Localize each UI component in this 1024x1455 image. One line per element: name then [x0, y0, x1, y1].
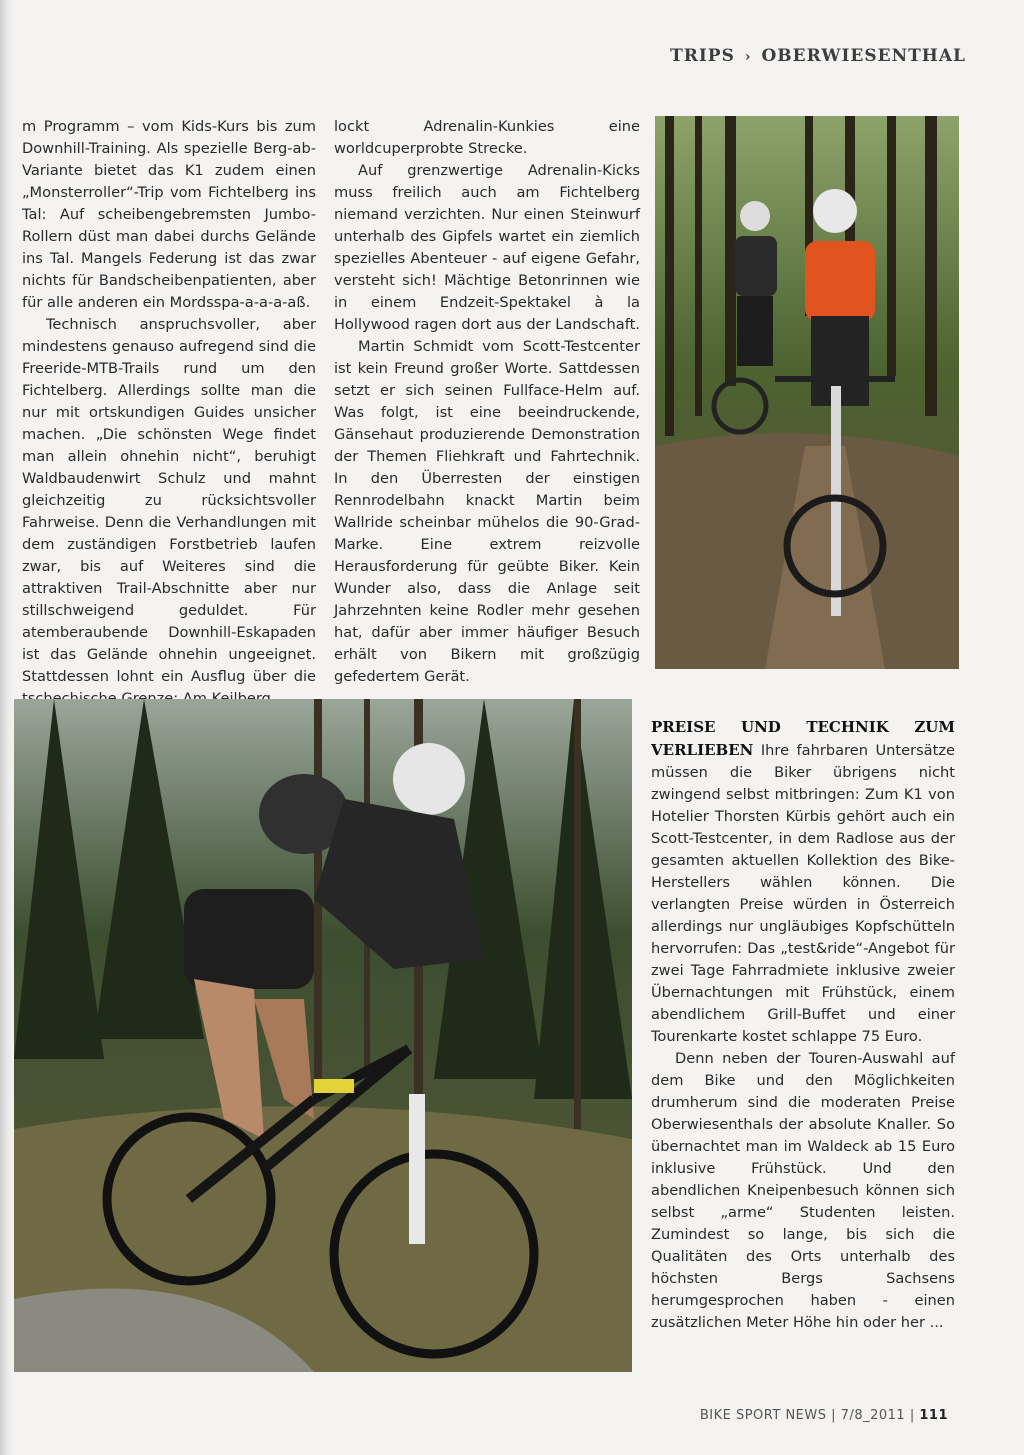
paragraph: lockt Adrenalin-Kunkies eine worldcuperprobte Strecke.: [334, 118, 640, 157]
issue-number: 7/8_2011: [840, 1408, 906, 1423]
article-column-3: [651, 716, 955, 1334]
section-kicker: PREISE UND TECHNIK ZUM VERLIEBEN: [651, 718, 955, 759]
lead-text: Ihre fahrbaren Untersätze müssen die Biker übrigens nicht zwingend selbst mitbringen: Zum K1 von Hotelier Thorsten Kürbis gehört auch ein Scott-Testcenter, in dem Radlose aus der gesamten aktuellen Kollektion des Bike-Herstellers wählen können. Die verlangten Preise würden in Österreich allerdings nur ungläubiges Kopfschütteln hervorrufen: Das „test&ride“-Angebot für zwei Tage Fahrradmiete inklusive zweier Übernachtungen mit Frühstück, einem abendlichem Grill-Buffet und einer Tourenkarte kostet schlappe 75 Euro.: [651, 742, 955, 1045]
magazine-name: BIKE SPORT NEWS: [699, 1408, 827, 1423]
paragraph: Denn neben der Touren-Auswahl auf dem Bike und den Möglichkeiten drumherum sind die moderaten Preise Oberwiesenthals der absolute Knaller. So übernachtet man im Waldeck ab 15 Euro inklusive Frühstück. Und den abendlichen Kneipenbesuch können sich selbst „arme“ Studenten leisten. Zumindest so lange, bis sich die Qualitäten des Orts unterhalb des höchsten Bergs Sachsens herumgesprochen haben - einen zusätzlichen Meter Höhe hin oder her ...: [651, 1050, 955, 1331]
article-column-2: [334, 116, 640, 688]
chevron-right-icon: ›: [744, 49, 752, 65]
footer-divider: |: [909, 1408, 915, 1423]
photo-biker-descending: [14, 699, 632, 1372]
paragraph: Martin Schmidt vom Scott-Testcenter ist kein Freund großer Worte. Sattdessen setzt er sich seinen Fullface-Helm auf. Was folgt, ist eine beeindruckende, Gänsehaut produzierende Demonstration der Themen Fliehkraft und Fahrtechnik. In den Überresten der einstigen Rennrodelbahn knackt Martin beim Wallride scheinbar mühelos die 90-Grad-Marke. Eine extrem reizvolle Herausforderung für geübte Biker. Kein Wunder also, dass die Anlage seit Jahrzehnten keine Rodler mehr gesehen hat, dafür aber immer häufiger Besuch erhält von Bikern mit großzügig gefedertem Gerät.: [334, 338, 640, 685]
photo-two-bikers-forest-trail: [655, 116, 959, 669]
paragraph: Technisch anspruchsvoller, aber mindestens genauso aufregend sind die Freeride-MTB-Trails rund um den Fichtelberg. Allerdings sollte man die nur mit ortskundigen Guides unsicher machen. „Die schönsten Wege findet man allein ohnehin nicht“, beruhigt Waldbaudenwirt Schulz und mahnt gleichzeitig zu rücksichtsvoller Fahrweise. Denn die Verhandlungen mit dem zuständigen Forstbetrieb laufen zwar, bis auf Weiteres sind die attraktiven Trail-Abschnitte aber nur stillschweigend geduldet. Für atemberaubende Downhill-Eskapaden ist das Gelände ohnehin ungeeignet. Stattdessen lohnt ein Ausflug über die: [22, 316, 316, 685]
page-footer: [700, 1408, 948, 1423]
page-number: 111: [919, 1408, 948, 1423]
section-label: TRIPS: [670, 46, 735, 66]
paragraph: [651, 716, 955, 1048]
section-header: [670, 46, 966, 66]
article-column-1: [22, 116, 316, 710]
page-spine-shadow: [0, 0, 14, 1455]
location-label: OBERWIESENTHAL: [761, 46, 966, 66]
footer-divider: |: [831, 1408, 837, 1423]
paragraph: m Programm – vom Kids-Kurs bis zum Downhill-Training. Als spezielle Berg-ab-Variante bietet das K1 zudem einen „Monsterroller“-Trip vom Fichtelberg ins Tal: Auf scheibengebremsten Jumbo-Rollern düst man dabei durchs Gelände ins Tal. Mangels Federung ist das zwar nichts für Bandscheibenpatienten, aber für alle anderen ein Mordsspa-a-a-a-aß.: [22, 118, 316, 311]
paragraph: Auf grenzwertige Adrenalin-Kicks muss freilich auch am Fichtelberg niemand verzichten. Nur einen Steinwurf unterhalb des Gipfels wartet ein ziemlich spezielles Abenteuer - auf eigene Gefahr, versteht sich! Mächtige Betonrinnen wie in einem Endzeit-Spektakel à la Hollywood ragen dort aus der Landschaft.: [334, 162, 640, 333]
